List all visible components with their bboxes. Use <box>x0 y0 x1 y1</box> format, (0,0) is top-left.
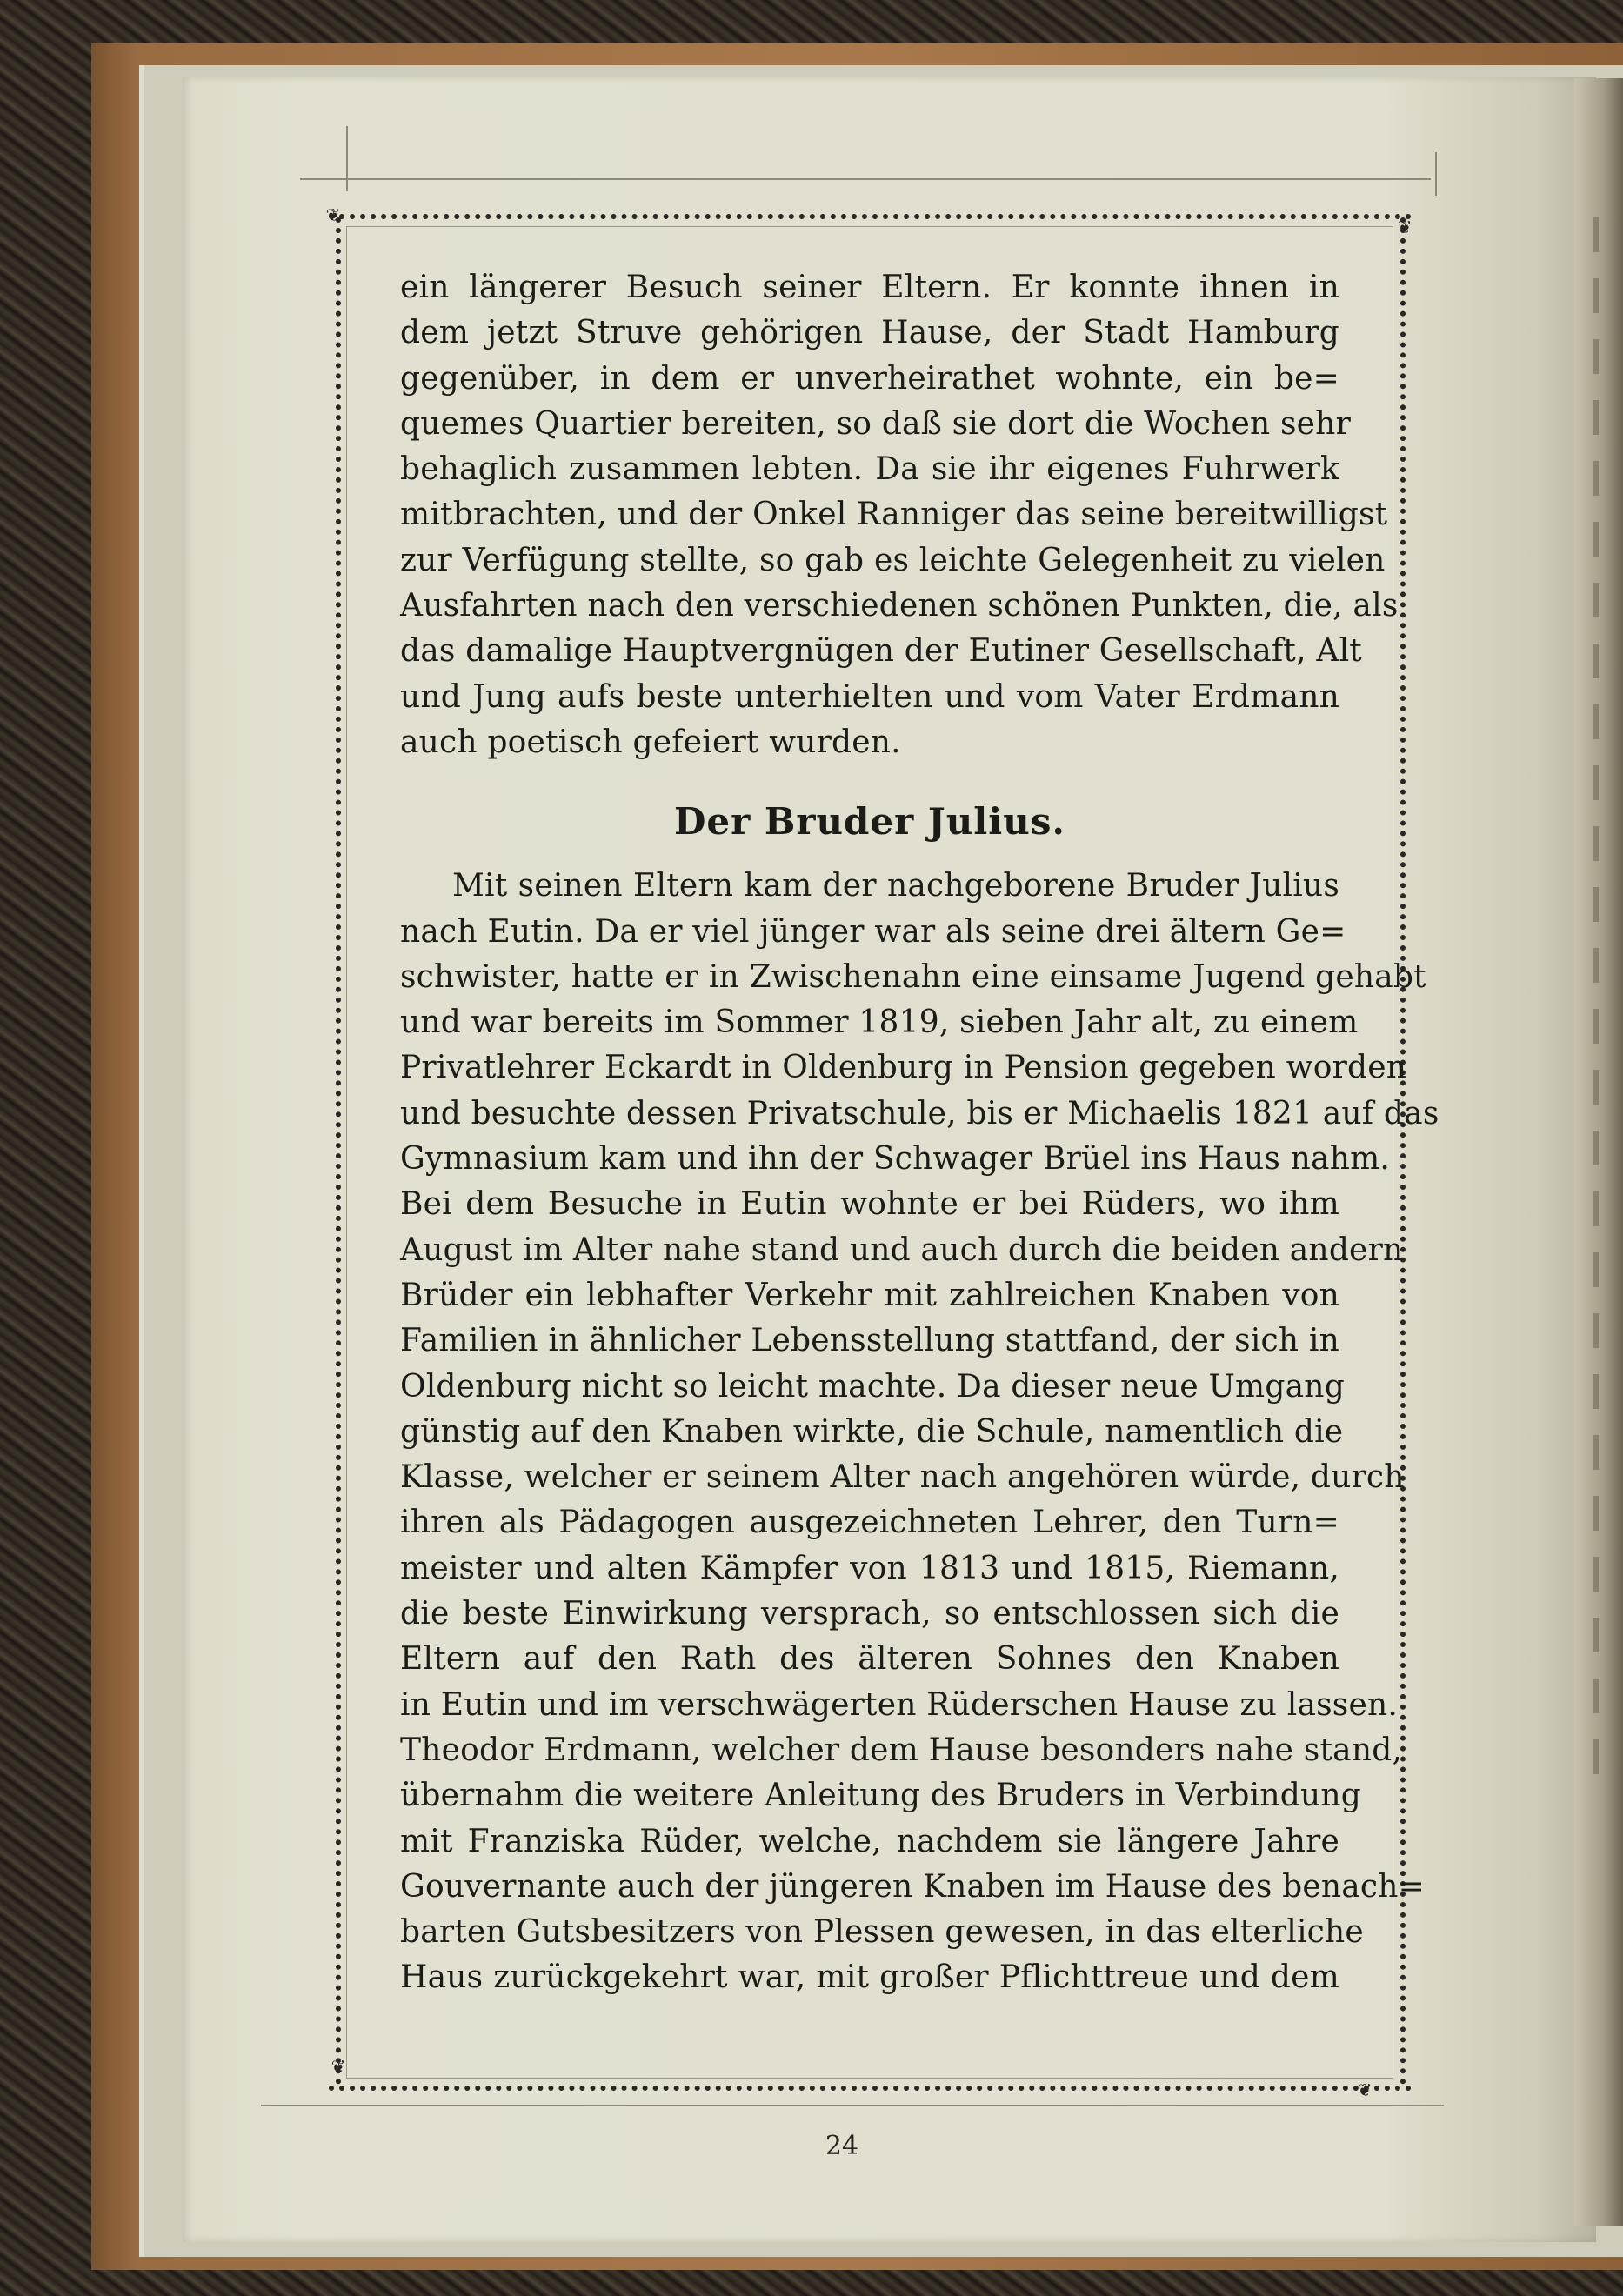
text-line: Privatlehrer Eckardt in Oldenburg in Pension gegeben worden <box>400 1050 1407 1086</box>
text-line: mit Franziska Rüder, welche, nachdem sie längere Jahre <box>400 1823 1339 1859</box>
right-page-edge <box>1574 78 1623 2226</box>
page-text <box>400 265 1439 2001</box>
text-line: zur Verfügung stellte, so gab es leichte Gelegenheit zu vielen <box>400 542 1386 578</box>
text-line: dem jetzt Struve gehörigen Hause, der Stadt Hamburg <box>400 315 1339 351</box>
text-line: meister und alten Kämpfer von 1813 und 1815, Riemann, <box>400 1550 1339 1586</box>
binding-thread <box>1593 217 1599 1783</box>
text-line: schwister, hatte er in Zwischenahn eine einsame Jugend gehabt <box>400 958 1426 995</box>
text-line: in Eutin und im verschwägerten Rüderschen Hause zu lassen. <box>400 1686 1399 1723</box>
text-line: Haus zurückgekehrt war, mit großer Pflichttreue und dem <box>400 1959 1339 1996</box>
ornament-bottom-left-icon: ❦ <box>331 2056 346 2077</box>
text-line: ein längerer Besuch seiner Eltern. Er konnte ihnen in <box>400 270 1339 305</box>
text-line: barten Gutsbesitzers von Plessen gewesen, in das elterliche <box>400 1914 1364 1951</box>
text-line: und Jung aufs beste unterhielten und vom Vater Erdmann <box>400 678 1339 715</box>
text-line: und besuchte dessen Privatschule, bis er Michaelis 1821 auf das <box>400 1095 1439 1131</box>
bottom-rule <box>261 2105 1444 2106</box>
text-line: Ausfahrten nach den verschiedenen schönen Punkten, die, als <box>400 588 1399 624</box>
text-line: Mit seinen Eltern kam der nachgeborene Bruder Julius <box>452 868 1339 904</box>
text-line: Oldenburg nicht so leicht machte. Da dieser neue Umgang <box>400 1368 1345 1405</box>
text-line: gegenüber, in dem er unverheirathet wohnte, ein be= <box>400 360 1339 397</box>
text-line: Klasse, welcher er seinem Alter nach angehören würde, durch <box>400 1459 1405 1496</box>
text-line: Familien in ähnlicher Lebensstellung stattfand, der sich in <box>400 1323 1339 1359</box>
dotted-frame-right <box>1400 217 1406 2086</box>
text-line: quemes Quartier bereiten, so daß sie dort die Wochen sehr <box>400 405 1351 442</box>
text-line: Eltern auf den Rath des älteren Sohnes den Knaben <box>400 1641 1339 1678</box>
text-line: Brüder ein lebhafter Verkehr mit zahlreichen Knaben von <box>400 1277 1339 1313</box>
left-vertical-rule <box>346 126 348 191</box>
text-line: mitbrachten, und der Onkel Ranniger das seine bereitwilligst <box>400 497 1388 533</box>
section-heading: Der Bruder Julius. <box>673 800 1066 844</box>
text-line: behaglich zusammen lebten. Da sie ihr eigenes Fuhrwerk <box>400 451 1339 488</box>
paragraph-1 <box>400 265 1399 765</box>
dotted-frame-top <box>329 214 1412 219</box>
text-line: Gymnasium kam und ihn der Schwager Brüel ins Haus nahm. <box>400 1141 1391 1178</box>
ornament-bottom-right-icon: ❦ <box>1357 2079 1373 2100</box>
dotted-frame-bottom <box>329 2086 1412 2091</box>
ornament-top-left-icon: ❦ <box>325 204 341 225</box>
text-line: und war bereits im Sommer 1819, sieben Jahr alt, zu einem <box>400 1004 1359 1041</box>
text-line: nach Eutin. Da er viel jünger war als seine drei ältern Ge= <box>400 913 1346 950</box>
right-vertical-rule <box>1435 152 1437 196</box>
page-number: 24 <box>825 2131 859 2161</box>
text-line: übernahm die weitere Anleitung des Bruders in Verbindung <box>400 1778 1362 1814</box>
dotted-frame-left <box>336 217 341 2086</box>
paragraph-2 <box>400 864 1439 2000</box>
text-line: günstig auf den Knaben wirkte, die Schule, namentlich die <box>400 1413 1344 1450</box>
top-rule <box>300 178 1431 180</box>
text-line: die beste Einwirkung versprach, so entschlossen sich die <box>400 1596 1339 1632</box>
ornament-top-right-icon: ❦ <box>1397 217 1413 237</box>
text-line: Bei dem Besuche in Eutin wohnte er bei Rüders, wo ihm <box>400 1186 1339 1223</box>
text-line: ihren als Pädagogen ausgezeichneten Lehrer, den Turn= <box>400 1505 1339 1541</box>
text-line: Gouvernante auch der jüngeren Knaben im Hause des benach= <box>400 1868 1426 1905</box>
text-line: auch poetisch gefeiert wurden. <box>400 724 901 760</box>
text-line: das damalige Hauptvergnügen der Eutiner Gesellschaft, Alt <box>400 633 1362 670</box>
text-line: Theodor Erdmann, welcher dem Hause besonders nahe stand, <box>400 1732 1403 1768</box>
text-line: August im Alter nahe stand und auch durch die beiden andern <box>400 1231 1404 1268</box>
